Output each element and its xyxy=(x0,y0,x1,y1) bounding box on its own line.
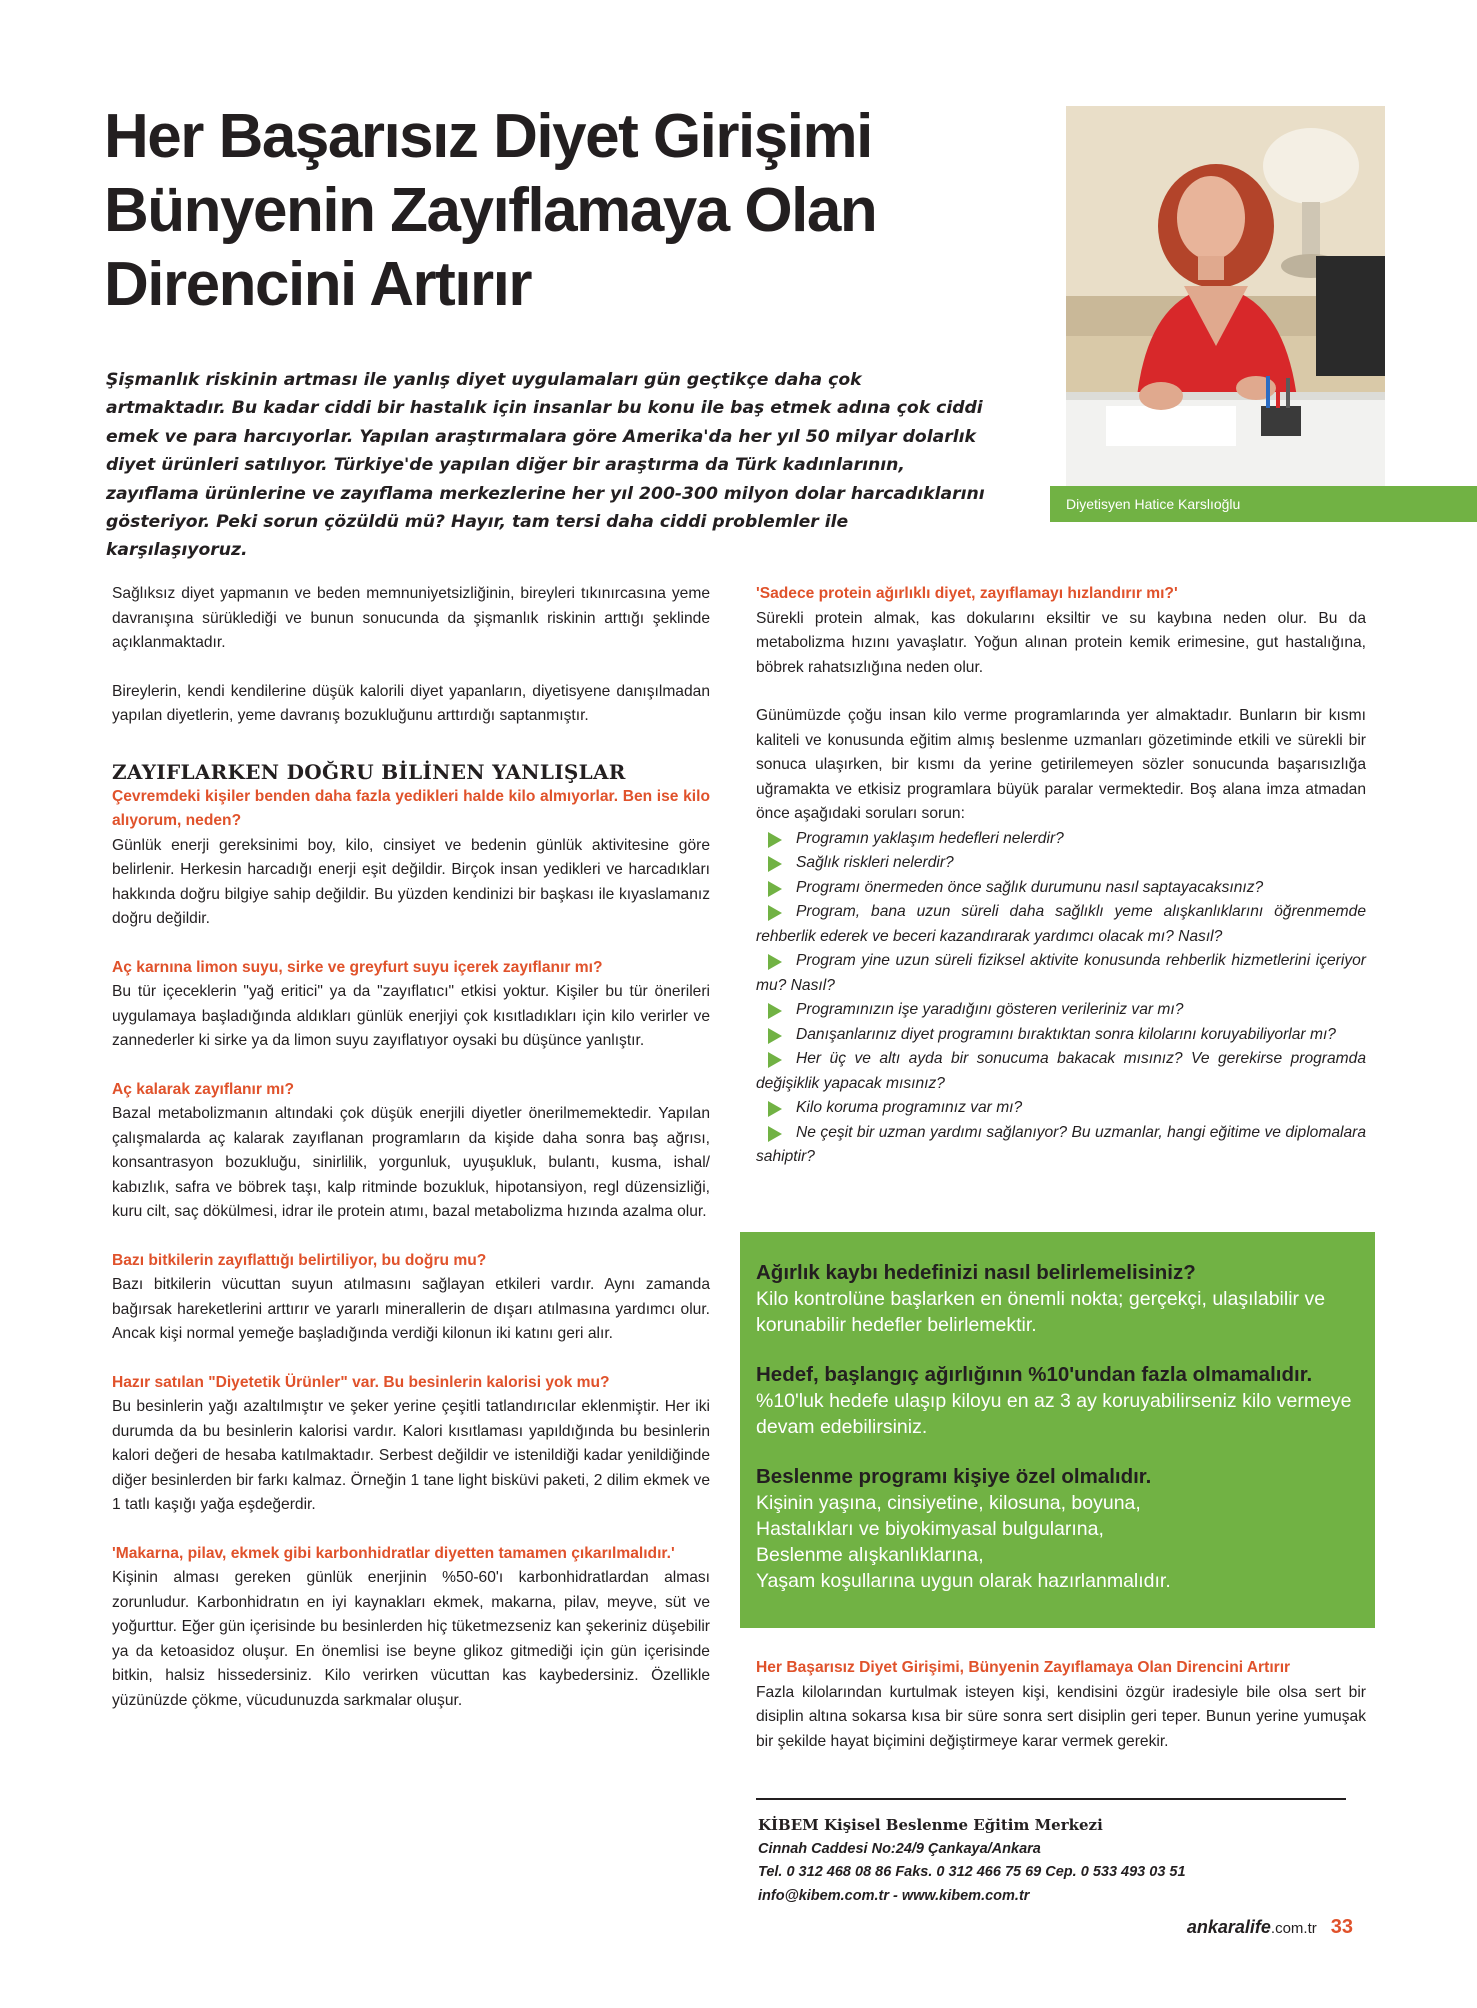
list-item: Danışanlarınız diyet programını bıraktıktan sonra kilolarını koruyabiliyorlar mı? xyxy=(756,1023,1366,1048)
arrow-bullet-icon xyxy=(768,954,782,970)
list-item: Ne çeşit bir uzman yardımı sağlanıyor? Bu uzmanlar, hangi eğitime ve diplomalara sahiptir? xyxy=(756,1123,1366,1165)
answer-paragraph: Bu tür içeceklerin "yağ eritici" ya da "zayıflatıcı" etkisi yoktur. Kişiler bu tür önerileri uygulamaya başladığında aldıkları günlük enerjiyi çok kısıtladıkları için kilo verirler ve zannederler ki sirke ya da limon suyu zayıflatıyor oysaki bu düşünce yanlıştır. xyxy=(112,983,710,1049)
tip-line: Beslenme alışkanlıklarına, xyxy=(756,1544,984,1566)
magazine-domain: .com.tr xyxy=(1270,1920,1317,1937)
list-item: Program, bana uzun süreli daha sağlıklı yeme alışkanlıklarını öğrenmemde rehberlik ederek ve beceri kazandırarak yardımcı olacak mı? Nasıl? xyxy=(756,903,1366,945)
question-heading: Aç kalarak zayıflanır mı? xyxy=(112,1080,295,1098)
question-heading: Bazı bitkilerin zayıflattığı belirtiliyor, bu doğru mu? xyxy=(112,1251,487,1269)
closing-section xyxy=(756,1656,1366,1754)
right-column xyxy=(756,582,1366,1170)
title-line: Her Başarısız Diyet Girişimi xyxy=(104,102,872,171)
tip-text xyxy=(756,1490,1355,1594)
article-intro: Şişmanlık riskinin artması ile yanlış diyet uygulamaları gün geçtikçe daha çok artmaktadır. Bu kadar ciddi bir hastalık için insanlar bu konu ile baş etmek adına çok ciddi emek ve para harcıyorlar. Yapılan araştırmalara göre Amerika'da her yıl 50 milyar dolarlık diyet ürünleri satılıyor. Türkiye'de yapılan diğer bir araştırma da Türk kadınlarının, zayıflama ürünlerine ve zayıflama merkezlerine her yıl 200-300 milyon dolar harcadıklarını gösteriyor. Peki sorun çözüldü mü? Hayır, tam tersi daha ciddi problemler ile karşılaşıyoruz. xyxy=(106,370,985,561)
answer-paragraph: Sürekli protein almak, kas dokularını eksiltir ve su kaybına neden olur. Bu da metabolizma hızını yavaşlatır. Yoğun alınan protein kemik erimesine, gut hastalığına, böbrek rahatsızlığına neden olur. xyxy=(756,609,1366,676)
tip-text: Kilo kontrolüne başlarken en önemli nokta; gerçekçi, ulaşılabilir ve korunabilir hedefler belirlemektir. xyxy=(756,1288,1326,1336)
list-item: Programın yaklaşım hedefleri nelerdir? xyxy=(756,827,1366,852)
section-title: ZAYIFLARKEN DOĞRU BİLİNEN YANLIŞLAR xyxy=(112,759,626,784)
tip-heading: Ağırlık kaybı hedefinizi nasıl belirlemelisiniz? xyxy=(756,1261,1196,1284)
list-item: Kilo koruma programınız var mı? xyxy=(756,1096,1366,1121)
divider xyxy=(756,1798,1346,1800)
question-list xyxy=(756,827,1366,1170)
arrow-bullet-icon xyxy=(768,905,782,921)
tip-line: Yaşam koşullarına uygun olarak hazırlanmalıdır. xyxy=(756,1570,1171,1592)
answer-paragraph: Bazal metabolizmanın altındaki çok düşük enerjili diyetler önerilmemektedir. Yapılan çalışmalarda aç kalarak zayıflanan programların da kişide daha sonra baş ağrısı, konsantrasyon bozukluğu, sinirlilik, yorgunluk, uyuşukluk, bulantı, kusma, ishal/ kabızlık, safra ve böbrek taşı, kalp ritminde bozukluk, hipotansiyon, regl düzensizliği, kuru cilt, saç dökülmesi, idrar ile protein atımı, bazal metabolizma hızında azalma olur. xyxy=(112,1105,710,1220)
paragraph: Bireylerin, kendi kendilerine düşük kalorili diyet yapanların, diyetisyene danışılmadan yapılan diyetlerin, yeme davranış bozukluğunu arttırdığı saptanmıştır. xyxy=(112,682,710,724)
answer-paragraph: Kişinin alması gereken günlük enerjinin %50-60'ı karbonhidratlardan alması zorunludur. Karbonhidratın en iyi kaynakları ekmek, makarna, pilav, meyve, süt ve yoğurttur. Eğer gün içerisinde bu besinlerden hiç tüketmezseniz kan şekeriniz düşebilir ya da ketoasidoz oluşur. En önemlisi ise beyne glikoz gitmediği için gün içerisinde bitkin, halsiz hissedersiniz. Kilo verirken vücuttan kas kaybedersiniz. Özellikle yüzünüzde çökme, vücudunuzda sarkmalar oluşur. xyxy=(112,1569,710,1709)
question-heading: 'Makarna, pilav, ekmek gibi karbonhidratlar diyetten tamamen çıkarılmalıdır.' xyxy=(112,1544,675,1562)
arrow-bullet-icon xyxy=(768,1126,782,1142)
contact-block xyxy=(758,1814,1358,1908)
list-item: Program yine uzun süreli fiziksel aktivite konusunda rehberlik hizmetlerini içeriyor mu? Nasıl? xyxy=(756,952,1366,994)
arrow-bullet-icon xyxy=(768,856,782,872)
title-line: Direncini Artırır xyxy=(104,250,531,319)
question-heading: Hazır satılan "Diyetetik Ürünler" var. Bu besinlerin kalorisi yok mu? xyxy=(112,1373,610,1391)
photo-caption: Diyetisyen Hatice Karslıoğlu xyxy=(1050,486,1477,522)
list-item: Programı önermeden önce sağlık durumunu nasıl saptayacaksınız? xyxy=(756,876,1366,901)
closing-text: Fazla kilolarından kurtulmak isteyen kişi, kendisini özgür iradesiyle bile olsa sert bir disiplin altına sokarsa kısa bir süre sonra sert disiplin geri teper. Bunun yerine yumuşak bir şekilde hayat biçimini değiştirmeye karar vermek gerekir. xyxy=(756,1683,1366,1750)
question-heading: 'Sadece protein ağırlıklı diyet, zayıflamayı hızlandırır mı?' xyxy=(756,585,1178,602)
tip-heading: Hedef, başlangıç ağırlığının %10'undan fazla olmamalıdır. xyxy=(756,1363,1313,1386)
title-line: Bünyenin Zayıflamaya Olan xyxy=(104,176,877,245)
question-heading: Çevremdeki kişiler benden daha fazla yedikleri halde kilo almıyorlar. Ben ise kilo alıyorum, neden? xyxy=(112,787,710,829)
contact-address: Cinnah Caddesi No:24/9 Çankaya/Ankara xyxy=(758,1840,1041,1857)
arrow-bullet-icon xyxy=(768,1003,782,1019)
tips-box xyxy=(740,1232,1375,1628)
dietitian-photo-illustration xyxy=(1066,106,1385,487)
arrow-bullet-icon xyxy=(768,1028,782,1044)
arrow-bullet-icon xyxy=(768,881,782,897)
page-footer xyxy=(1187,1916,1353,1939)
contact-web: info@kibem.com.tr - www.kibem.com.tr xyxy=(758,1887,1030,1904)
paragraph: Sağlıksız diyet yapmanın ve beden memnuniyetsizliğinin, bireyleri tıkınırcasına yeme davranışına sürüklediği ve bunun sonucunda da şişmanlık riskinin arttığı şeklinde açıklanmaktadır. xyxy=(112,585,710,651)
arrow-bullet-icon xyxy=(768,832,782,848)
question-heading: Aç karnına limon suyu, sirke ve greyfurt suyu içerek zayıflanır mı? xyxy=(112,958,603,976)
tip-line: Kişinin yaşına, cinsiyetine, kilosuna, boyuna, xyxy=(756,1492,1141,1514)
contact-phones: Tel. 0 312 468 08 86 Faks. 0 312 466 75 69 Cep. 0 533 493 03 51 xyxy=(758,1864,1186,1880)
arrow-bullet-icon xyxy=(768,1052,782,1068)
tip-line: Hastalıkları ve biyokimyasal bulgularına, xyxy=(756,1518,1104,1540)
left-column xyxy=(112,582,710,1737)
dietitian-photo xyxy=(1066,106,1385,487)
magazine-logo: ankaralife xyxy=(1186,1917,1271,1937)
list-item: Programınızın işe yaradığını gösteren verileriniz var mı? xyxy=(756,998,1366,1023)
page-number: 33 xyxy=(1330,1916,1353,1938)
answer-paragraph: Bu besinlerin yağı azaltılmıştır ve şeker yerine çeşitli tatlandırıcılar eklenmiştir. Her iki durumda da bu besinlerin kalorisi vardır. Kalori kısıtlaması yapıldığında bu besinlerin kalori değeri de hesaba katılmaktadır. Serbest değildir ve istenildiği kadar yenildiğinde diğer besinlerden bir farkı kalmaz. Örneğin 1 tane light bisküvi paketi, 2 dilim ekmek ve 1 tatlı kaşığı yağa eşdeğerdir. xyxy=(112,1398,710,1513)
contact-org: KİBEM Kişisel Beslenme Eğitim Merkezi xyxy=(758,1816,1103,1834)
paragraph: Günümüzde çoğu insan kilo verme programlarında yer almaktadır. Bunların bir kısmı kaliteli ve konusunda eğitim almış beslenme uzmanları gözetiminde etkili ve sürekli bir sonuca ulaşırken, bir kısmı da yerine getirilemeyen sözler sonucunda başarısızlığa uğramakta ve etkisiz programlara büyük paralar vermektedir. Boş alana imza atmadan önce aşağıdaki soruları sorun: xyxy=(756,707,1366,822)
article-title xyxy=(104,100,1004,322)
list-item: Sağlık riskleri nelerdir? xyxy=(756,851,1366,876)
arrow-bullet-icon xyxy=(768,1101,782,1117)
answer-paragraph: Bazı bitkilerin vücuttan suyun atılmasını sağlayan etkileri vardır. Aynı zamanda bağırsak hareketlerini arttırır ve yararlı minerallerin de dışarı atılmasına yardımcı olur. Ancak kişi normal yemeğe başladığında verdiği kilonun iki katını geri alır. xyxy=(112,1276,710,1342)
answer-paragraph: Günlük enerji gereksinimi boy, kilo, cinsiyet ve bedenin günlük aktivitesine göre belirlenir. Herkesin harcadığı enerji eşit değildir. Birçok insan yedikleri ve harcadıkları hakkında doğru bilgiye sahip değildir. Bu yüzden kendinizi bir başkası ile kıyaslamanız doğru değildir. xyxy=(112,836,710,927)
closing-title: Her Başarısız Diyet Girişimi, Bünyenin Zayıflamaya Olan Direncini Artırır xyxy=(756,1659,1291,1676)
list-item: Her üç ve altı ayda bir sonucuma bakacak mısınız? Ve gerekirse programda değişiklik yapacak mısınız? xyxy=(756,1050,1366,1092)
tip-heading: Beslenme programı kişiye özel olmalıdır. xyxy=(756,1465,1152,1488)
tip-text: %10'luk hedefe ulaşıp kiloyu en az 3 ay koruyabilirseniz kilo vermeye devam edebilirsiniz. xyxy=(756,1390,1352,1438)
